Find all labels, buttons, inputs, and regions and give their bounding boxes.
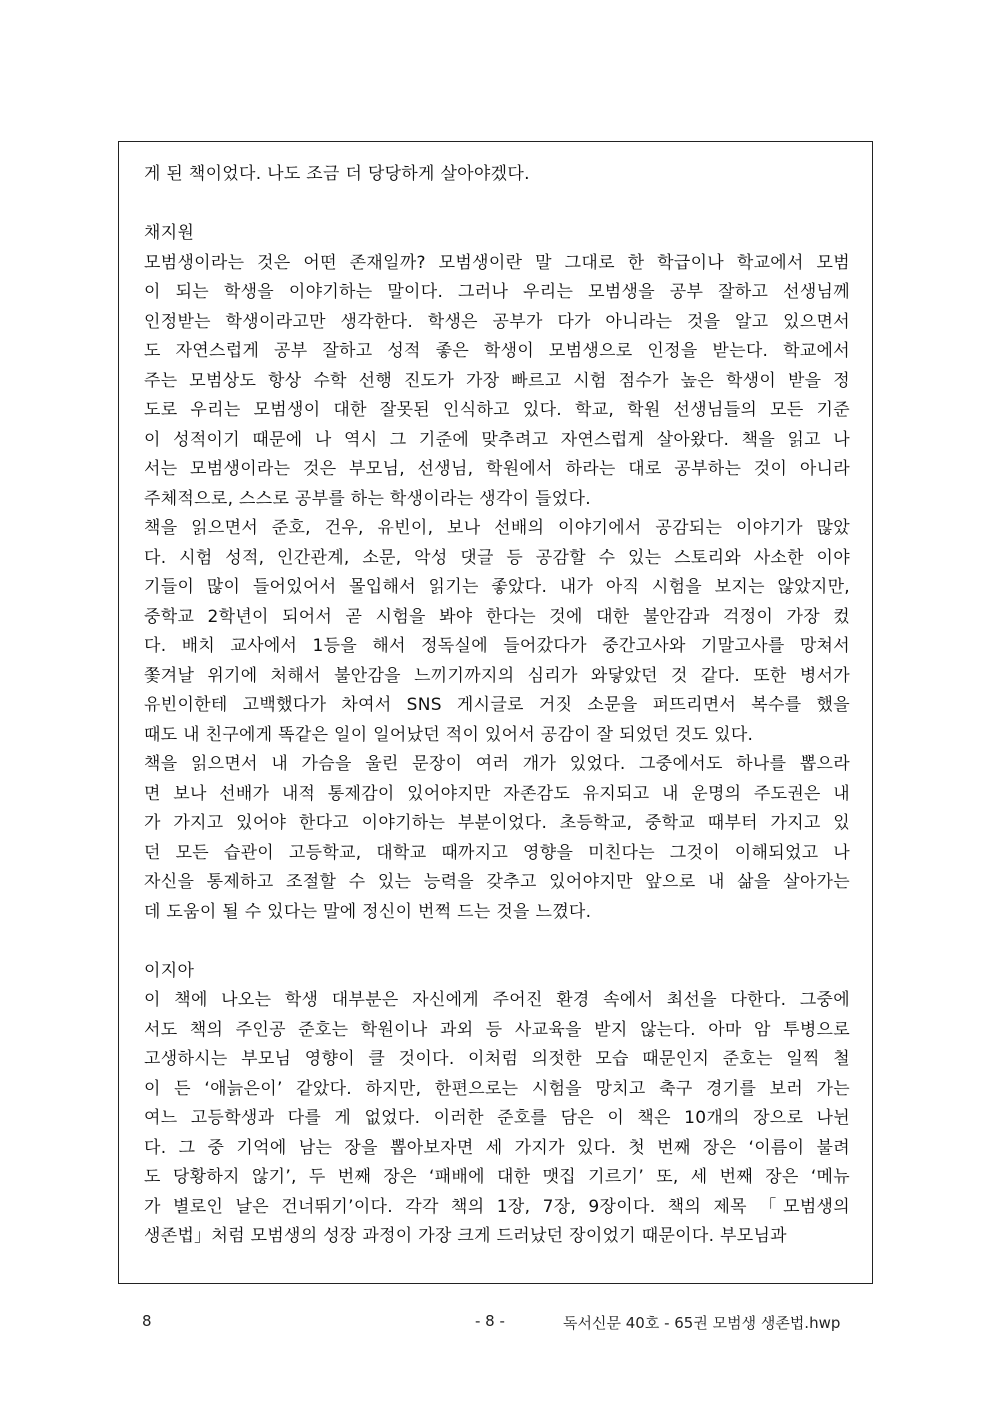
text-line: 여느 고등학생과 다를 게 없었다. 이러한 준호를 담은 이 책은 10개의 장으로 나뉜 <box>144 1108 850 1128</box>
text-line: 때도 내 친구에게 똑같은 일이 일어났던 적이 있어서 공감이 잘 되었던 것도 있다. <box>144 724 754 745</box>
text-line: 책을 읽으면서 내 가슴을 울린 문장이 여러 개가 있었다. 그중에서도 하나를 뽑으라 <box>144 754 850 774</box>
footer-page-number: 8 <box>142 1312 152 1330</box>
text-line: 고생하시는 부모님 영향이 클 것이다. 이처럼 의젓한 모습 때문인지 준호는 일찍 철 <box>144 1049 850 1069</box>
text-line: 기들이 많이 들어있어서 몰입해서 읽기는 좋았다. 내가 아직 시험을 보지는 않았지만, <box>144 577 850 597</box>
document-body <box>144 160 850 1252</box>
text-line: 주는 모범상도 항상 수학 선행 진도가 가장 빠르고 시험 점수가 높은 학생이 받을 정 <box>144 370 850 391</box>
text-line: 던 모든 습관이 고등학교, 대학교 때까지고 영향을 미친다는 그것이 이해되었고 나 <box>144 842 850 863</box>
text-line: 가 가지고 있어야 한다고 이야기하는 부분이었다. 초등학교, 중학교 때부터 가지고 있 <box>144 813 850 833</box>
text-line: 이 되는 학생을 이야기하는 말이다. 그러나 우리는 모범생을 공부 잘하고 선생님께 <box>144 282 850 302</box>
footer-page-label: - 8 - <box>475 1312 505 1330</box>
text-line: 이 책에 나오는 학생 대부분은 자신에게 주어진 환경 속에서 최선을 다한다. 그중에 <box>144 990 850 1010</box>
text-line: 주체적으로, 스스로 공부를 하는 학생이라는 생각이 들었다. <box>144 488 591 509</box>
paragraph <box>144 160 850 190</box>
text-line: 채지원 <box>144 223 195 243</box>
text-line: 인정받는 학생이라고만 생각한다. 학생은 공부가 다가 아니라는 것을 알고 있으면서 <box>144 311 850 332</box>
paragraph <box>144 986 850 1252</box>
text-line: 이 성적이기 때문에 나 역시 그 기준에 맞추려고 자연스럽게 살아왔다. 책을 읽고 나 <box>144 429 850 450</box>
blank-line <box>144 190 850 220</box>
text-line: 다. 배치 교사에서 1등을 해서 정독실에 들어갔다가 중간고사와 기말고사를 망쳐서 <box>144 636 850 656</box>
text-line: 쫓겨날 위기에 처해서 불안감을 느끼기까지의 심리가 와닿았던 것 같다. 또한 병서가 <box>144 665 850 686</box>
section-author-name <box>144 957 850 987</box>
paragraph <box>144 249 850 515</box>
text-line: 이지아 <box>144 960 195 981</box>
text-line: 다. 시험 성적, 인간관계, 소문, 악성 댓글 등 공감할 수 있는 스토리와 사소한 이야 <box>144 547 850 568</box>
text-line: 가 별로인 날은 건너뛰기’이다. 각각 책의 1장, 7장, 9장이다. 책의 제목 「모범생의 <box>144 1196 850 1217</box>
text-line: 데 도움이 될 수 있다는 말에 정신이 번쩍 드는 것을 느꼈다. <box>144 901 592 922</box>
text-line: 서는 모범생이라는 것은 부모님, 선생님, 학원에서 하라는 대로 공부하는 것이 아니라 <box>144 459 850 479</box>
text-line: 도로 우리는 모범생이 대한 잘못된 인식하고 있다. 학교, 학원 선생님들의 모든 기준 <box>144 400 850 420</box>
text-line: 도 당황하지 않기’, 두 번째 장은 ‘패배에 대한 맷집 기르기’ 또, 세 번째 장은 ‘메뉴 <box>144 1167 850 1187</box>
text-line: 유빈이한테 고백했다가 차여서 SNS 게시글로 거짓 소문을 퍼뜨리면서 복수를 했을 <box>144 695 850 715</box>
text-line: 생존법」처럼 모범생의 성장 과정이 가장 크게 드러났던 장이었기 때문이다. 부모님과 <box>144 1226 787 1246</box>
text-line: 서도 책의 주인공 준호는 학원이나 과외 등 사교육을 받지 않는다. 아마 암 투병으로 <box>144 1019 850 1040</box>
paragraph <box>144 514 850 750</box>
text-line: 모범생이라는 것은 어떤 존재일까? 모범생이란 말 그대로 한 학급이나 학교에서 모범 <box>144 252 850 273</box>
footer-filename: 독서신문 40호 - 65권 모범생 생존법.hwp <box>563 1314 841 1332</box>
text-line: 책을 읽으면서 준호, 건우, 유빈이, 보나 선배의 이야기에서 공감되는 이야기가 많았 <box>144 518 850 538</box>
blank-line <box>144 927 850 957</box>
text-line: 도 자연스럽게 공부 잘하고 성적 좋은 학생이 모범생으로 인정을 받는다. 학교에서 <box>144 341 850 361</box>
paragraph <box>144 750 850 927</box>
text-line: 다. 그 중 기억에 남는 장을 뽑아보자면 세 가지가 있다. 첫 번째 장은 ‘이름이 불려 <box>144 1137 850 1158</box>
text-line: 중학교 2학년이 되어서 곧 시험을 봐야 한다는 것에 대한 불안감과 걱정이 가장 컸 <box>144 606 850 627</box>
section-author-name <box>144 219 850 249</box>
text-line: 자신을 통제하고 조절할 수 있는 능력을 갖추고 있어야지만 앞으로 내 삶을 살아가는 <box>144 872 850 892</box>
text-line: 이 든 ‘애늙은이’ 같았다. 하지만, 한편으로는 시험을 망치고 축구 경기를 보러 가는 <box>144 1078 850 1099</box>
text-line: 면 보나 선배가 내적 통제감이 있어야지만 자존감도 유지되고 내 운명의 주도권은 내 <box>144 783 850 804</box>
text-line: 게 된 책이었다. 나도 조금 더 당당하게 살아야겠다. <box>144 164 530 184</box>
